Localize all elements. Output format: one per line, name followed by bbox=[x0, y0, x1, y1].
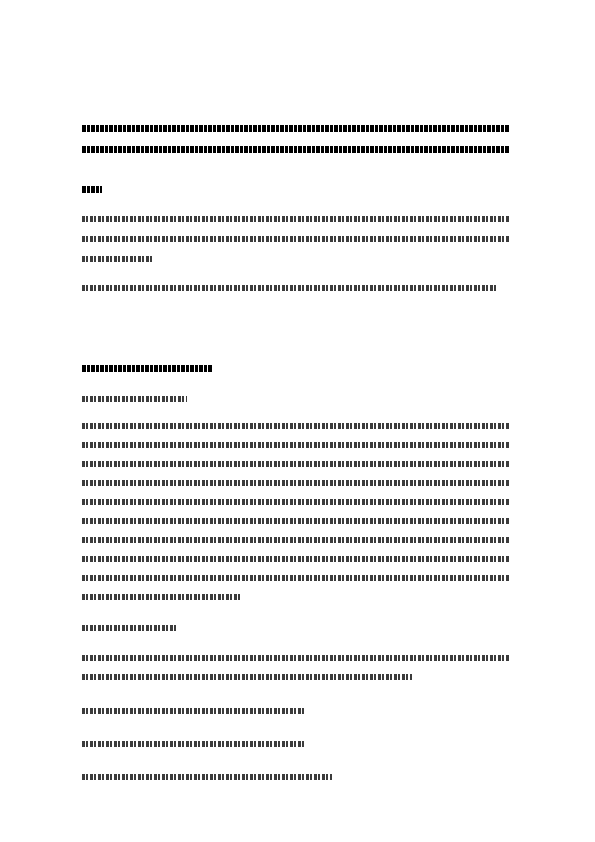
subheading-1 bbox=[82, 396, 187, 402]
paragraph-3-line-4 bbox=[82, 480, 510, 486]
paragraph-4-line-2 bbox=[82, 674, 412, 680]
list-item-1 bbox=[82, 708, 304, 714]
paragraph-3-line-5 bbox=[82, 499, 510, 505]
paragraph-3-line-2 bbox=[82, 442, 510, 448]
paragraph-3-line-10 bbox=[82, 594, 242, 600]
section-heading-2 bbox=[82, 365, 212, 372]
paragraph-3-line-1 bbox=[82, 423, 510, 429]
paragraph-2-line-1 bbox=[82, 285, 498, 291]
paragraph-3-line-7 bbox=[82, 537, 510, 543]
section-heading-1 bbox=[82, 186, 102, 193]
list-item-2 bbox=[82, 741, 304, 747]
paragraph-4-line-1 bbox=[82, 655, 510, 661]
list-item-3 bbox=[82, 774, 332, 780]
paragraph-1-line-1 bbox=[82, 216, 510, 222]
paragraph-1-line-2 bbox=[82, 236, 510, 242]
title-line-2 bbox=[82, 146, 510, 153]
paragraph-3-line-9 bbox=[82, 575, 510, 581]
paragraph-1-line-3 bbox=[82, 256, 152, 262]
title-line-1 bbox=[82, 125, 510, 132]
subheading-2 bbox=[82, 625, 177, 631]
paragraph-3-line-3 bbox=[82, 461, 510, 467]
paragraph-3-line-6 bbox=[82, 518, 510, 524]
paragraph-3-line-8 bbox=[82, 556, 510, 562]
